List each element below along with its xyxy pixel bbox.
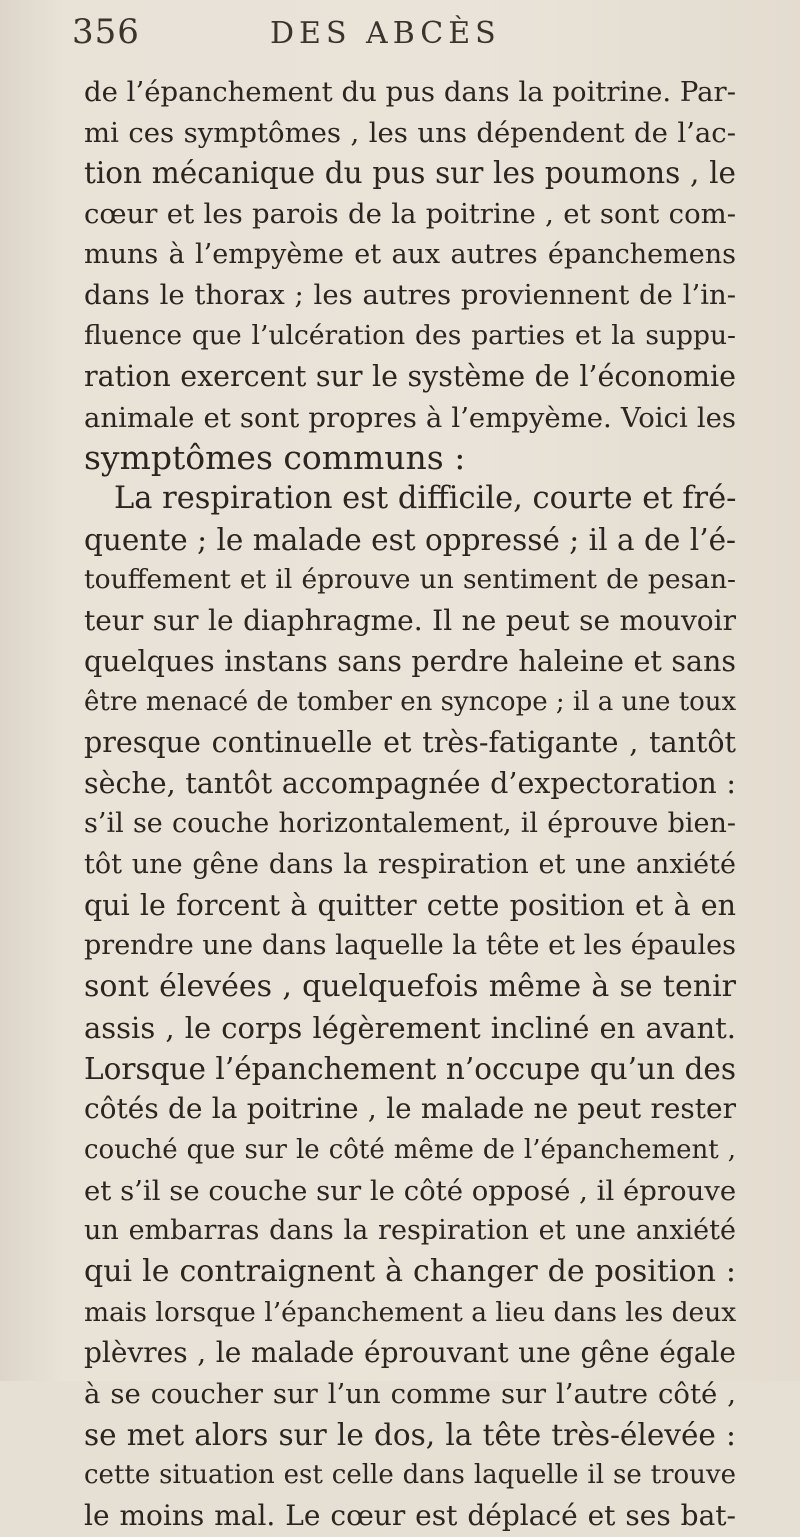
text-line: à se coucher sur l’un comme sur l’autre côté , xyxy=(84,1378,736,1410)
text-line: assis , le corps légèrement incliné en avant. xyxy=(84,1010,736,1045)
text-line: prendre une dans laquelle la tête et les épaules xyxy=(84,930,736,962)
text-line: de l’épanchement du pus dans la poitrine. Par- xyxy=(84,76,736,108)
text-line: Lorsque l’épanchement n’occupe qu’un des xyxy=(84,1051,736,1086)
body-text xyxy=(84,72,736,1537)
text-line: qui le forcent à quitter cette position et à en xyxy=(84,888,736,922)
text-line: un embarras dans la respiration et une anxiété xyxy=(84,1215,736,1247)
text-line: cette situation est celle dans laquelle il se trouve xyxy=(84,1460,736,1491)
text-line: muns à l’empyème et aux autres épanchemens xyxy=(84,238,736,270)
text-line: plèvres , le malade éprouvant une gêne égale xyxy=(84,1336,736,1370)
text-line: animale et sont propres à l’empyème. Voici les xyxy=(84,401,736,434)
text-line: mi ces symptômes , les uns dépendent de l’ac- xyxy=(84,116,736,149)
text-line: cœur et les parois de la poitrine , et sont com- xyxy=(84,198,736,231)
text-line: qui le contraignent à changer de position : xyxy=(84,1253,736,1289)
paragraph-start-line: La respiration est difficile, courte et fré- xyxy=(114,480,736,516)
running-head: DES ABCÈS xyxy=(270,16,501,51)
text-line: tion mécanique du pus sur les poumons , le xyxy=(84,156,736,191)
text-line: presque continuelle et très-fatigante , tantôt xyxy=(84,726,736,759)
text-line: quente ; le malade est oppressé ; il a de l’é- xyxy=(84,522,736,557)
page-header xyxy=(72,10,732,66)
text-line: teur sur le diaphragme. Il ne peut se mouvoir xyxy=(84,603,736,637)
text-line: être menacé de tomber en syncope ; il a une toux xyxy=(84,687,736,718)
text-line: le moins mal. Le cœur est déplacé et ses bat- xyxy=(84,1499,736,1533)
text-line: côtés de la poitrine , le malade ne peut rester xyxy=(84,1092,736,1126)
text-line: sont élevées , quelquefois même à se tenir xyxy=(84,969,736,1005)
text-line: mais lorsque l’épanchement a lieu dans les deux xyxy=(84,1296,736,1328)
text-line: ration exercent sur le système de l’économie xyxy=(84,359,736,393)
text-line: tôt une gêne dans la respiration et une anxiété xyxy=(84,849,736,881)
text-line: quelques instans sans perdre haleine et sans xyxy=(84,644,736,678)
text-line: sèche, tantôt accompagnée d’expectoration : xyxy=(84,766,736,800)
text-line: symptômes communs : xyxy=(84,438,466,478)
page-number: 356 xyxy=(72,12,140,52)
text-line: dans le thorax ; les autres proviennent de l’in- xyxy=(84,279,736,312)
text-line: s’il se couche horizontalement, il éprouve bien- xyxy=(84,808,736,840)
text-line: et s’il se couche sur le côté opposé , il éprouve xyxy=(84,1174,736,1207)
text-line: fluence que l’ulcération des parties et la suppu- xyxy=(84,320,736,352)
text-line: couché que sur le côté même de l’épanchement , xyxy=(84,1134,736,1165)
text-line: se met alors sur le dos, la tête très-élevée : xyxy=(84,1417,736,1452)
text-line: touffement et il éprouve un sentiment de pesan- xyxy=(84,564,736,596)
